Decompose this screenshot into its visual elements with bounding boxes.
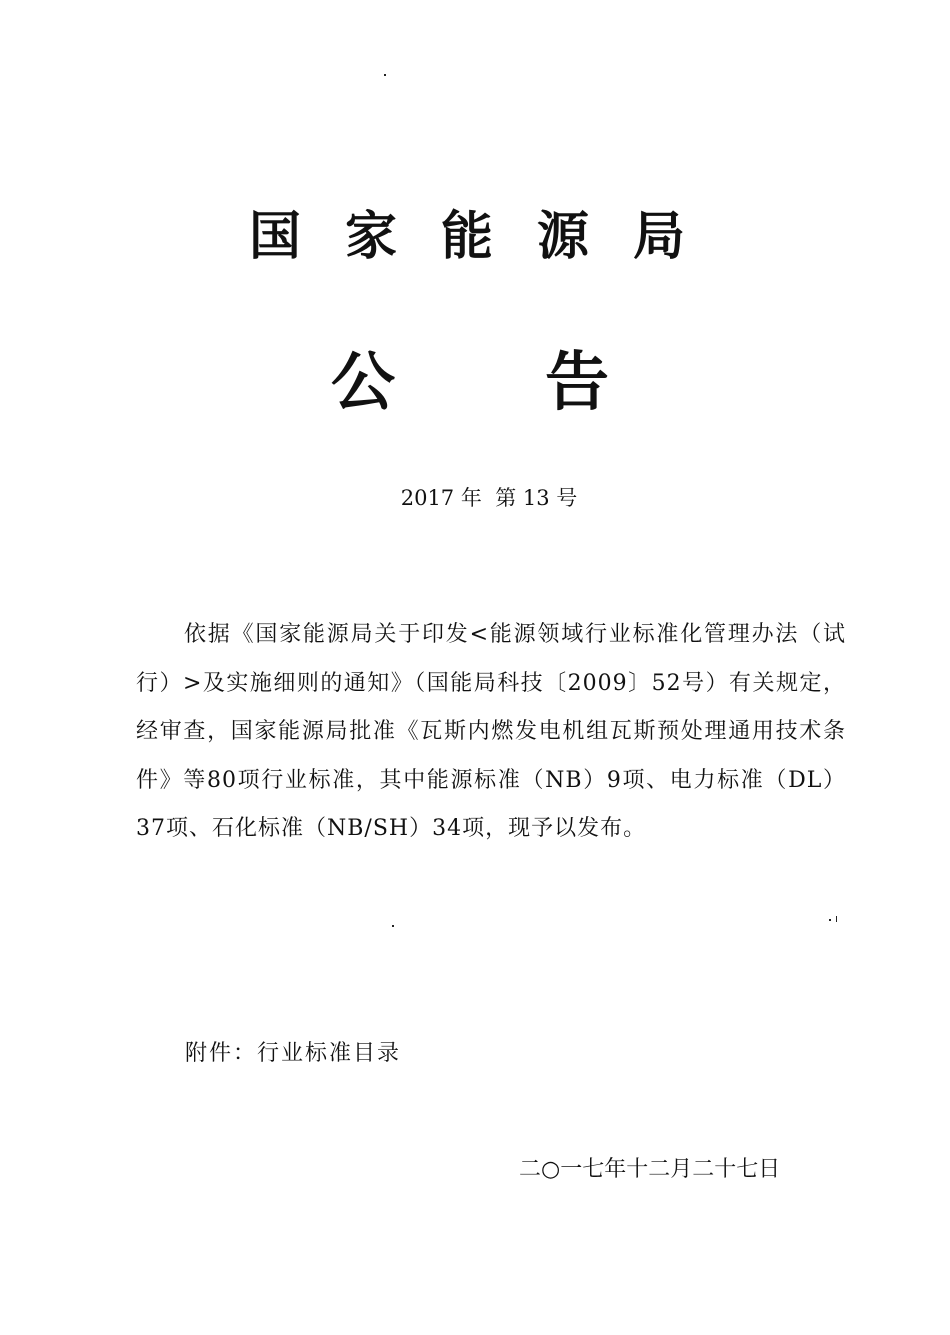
announcement-body: 依据《国家能源局关于印发<能源领域行业标准化管理办法（试行）>及实施细则的通知》（国能局科技〔2009〕52号）有关规定，经审查，国家能源局批准《瓦斯内燃发电机组瓦斯预处理通用技术条件》等80项行业标准，其中能源标准（NB）9项、电力标准（DL）37项、石化标准（NB/SH）34项，现予以发布。 — [136, 622, 846, 841]
document-type-title: 公告 — [331, 345, 759, 420]
scan-mark — [392, 925, 394, 927]
attachment-line: 附件：行业标准目录 — [185, 1041, 402, 1066]
organization-title: 国家能源局 — [248, 206, 729, 267]
issue-date: 二○一七年十二月二十七日 — [519, 1157, 781, 1182]
document-number: 2017 年 第 13 号 — [400, 486, 578, 510]
scan-mark — [384, 74, 386, 76]
scan-mark — [829, 919, 831, 921]
scan-mark — [836, 916, 837, 922]
